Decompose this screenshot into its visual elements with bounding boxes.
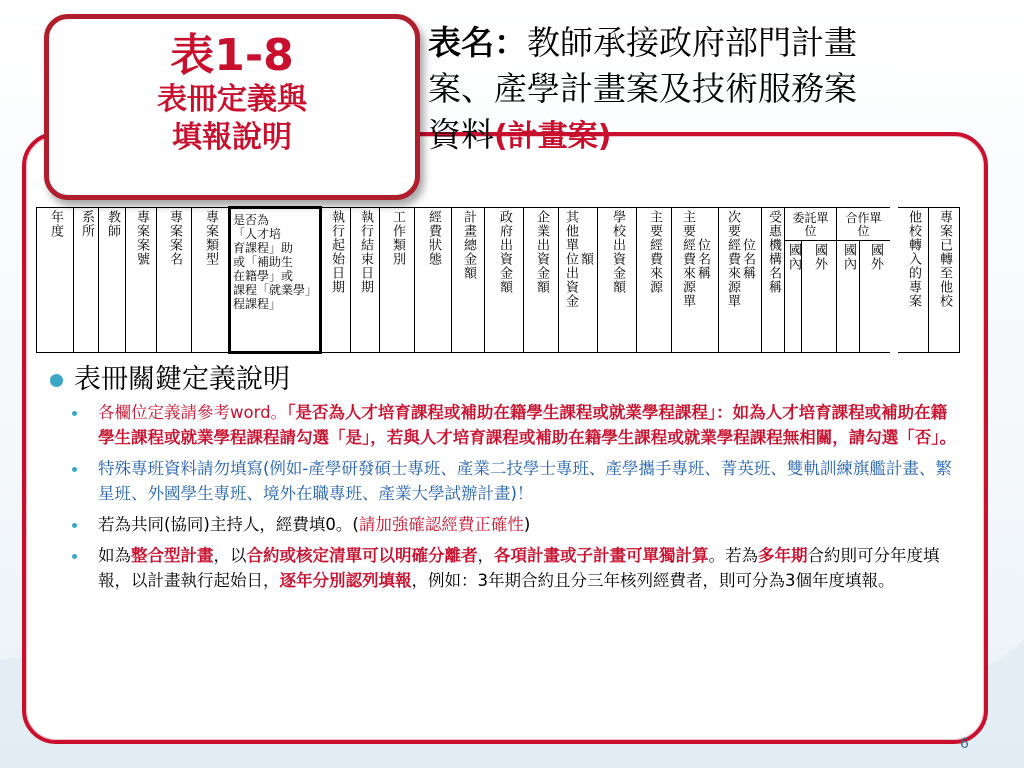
col-project-name: 專案案名: [157, 208, 192, 353]
note-1: 各欄位定義請參考word。「是否為人才培育課程或補助在籍學生課程或就業學程課程」：如為人才培育課程或補助在籍學生課程或就業學程課程請勾選「是」，若與人才培育課程或補助在籍學生課程或就業學程課程無相關，請勾選「否」。: [98, 400, 960, 450]
col-corp-amount: 企業出資金額: [524, 208, 559, 353]
col-second-source-unit: 位名稱 次要經費來源單: [719, 208, 762, 353]
col-commission-domestic: 國內: [785, 241, 802, 353]
heading-line-3: 資料: [428, 115, 494, 154]
col-work-type: 工作類別: [380, 208, 415, 353]
col-start-date: 執行起始日期: [321, 208, 351, 353]
notes-list: [50, 360, 960, 599]
title-sub-2: 填報說明: [172, 120, 292, 155]
col-year: 年度: [37, 208, 74, 353]
heading-label: 表名：: [428, 23, 527, 62]
table-name-heading: [428, 20, 968, 160]
field-table: [36, 206, 960, 354]
col-end-date: 執行結束日期: [351, 208, 380, 353]
col-transfer-out: 專案已轉至他校: [929, 208, 960, 353]
col-total-amount: 計畫總金額: [452, 208, 485, 353]
col-commission: 委託單位: [785, 208, 837, 241]
col-project-type: 專案類型: [192, 208, 230, 353]
col-gov-amount: 政府出資金額: [485, 208, 524, 353]
col-fund-status: 經費狀態: [415, 208, 452, 353]
col-other-amount: 額 其他單位出資金: [559, 208, 598, 353]
col-partner-foreign: 國外: [860, 241, 895, 353]
note-2: 特殊專班資料請勿填寫(例如-產學研發碩士專班、產業二技學士專班、產學攜手專班、菁英班、雙軌訓練旗艦計畫、繁星班、外國學生專班、境外在職專班、產業大學試辦計畫)！: [98, 456, 960, 506]
col-teacher: 教師: [99, 208, 126, 353]
col-transfer-in: 他校轉入的專案: [894, 208, 929, 353]
heading-line-2: 案、產學計畫案及技術服務案: [428, 69, 857, 108]
col-main-source: 主要經費來源: [637, 208, 672, 353]
title-main: 表1-8: [170, 30, 294, 81]
col-partner-domestic: 國內: [837, 241, 860, 353]
page-number: 6: [960, 736, 969, 752]
col-main-source-unit: 位名稱 主要經費來源單: [672, 208, 719, 353]
col-talent-course: 是否為 「人才培 育課程」助 或「補助生 在籍學」或 課程「就業學」 程課程」: [230, 208, 321, 353]
col-commission-foreign: 國外: [802, 241, 837, 353]
col-partner: 合作單位: [837, 208, 895, 241]
note-3: 若為共同(協同)主持人，經費填0。(請加強確認經費正確性): [98, 512, 960, 537]
title-box: [44, 14, 420, 200]
heading-suffix: (計畫案): [494, 119, 612, 154]
col-beneficiary: 受惠機構名稱: [762, 208, 785, 353]
col-school-amount: 學校出資金額: [598, 208, 637, 353]
col-project-no: 專案案號: [126, 208, 157, 353]
col-dept: 系所: [74, 208, 99, 353]
notes-header: 表冊關鍵定義說明: [74, 360, 960, 400]
title-sub-1: 表冊定義與: [157, 82, 307, 117]
note-4: 如為整合型計畫，以合約或核定清單可以明確分離者，各項計畫或子計畫可單獨計算。若為多年期合約則可分年度填報，以計畫執行起始日，逐年分別認列填報，例如：3年期合約且分三年核列經費者，則可分為3個年度填報。: [98, 543, 960, 593]
heading-line-1: 教師承接政府部門計畫: [527, 23, 857, 62]
